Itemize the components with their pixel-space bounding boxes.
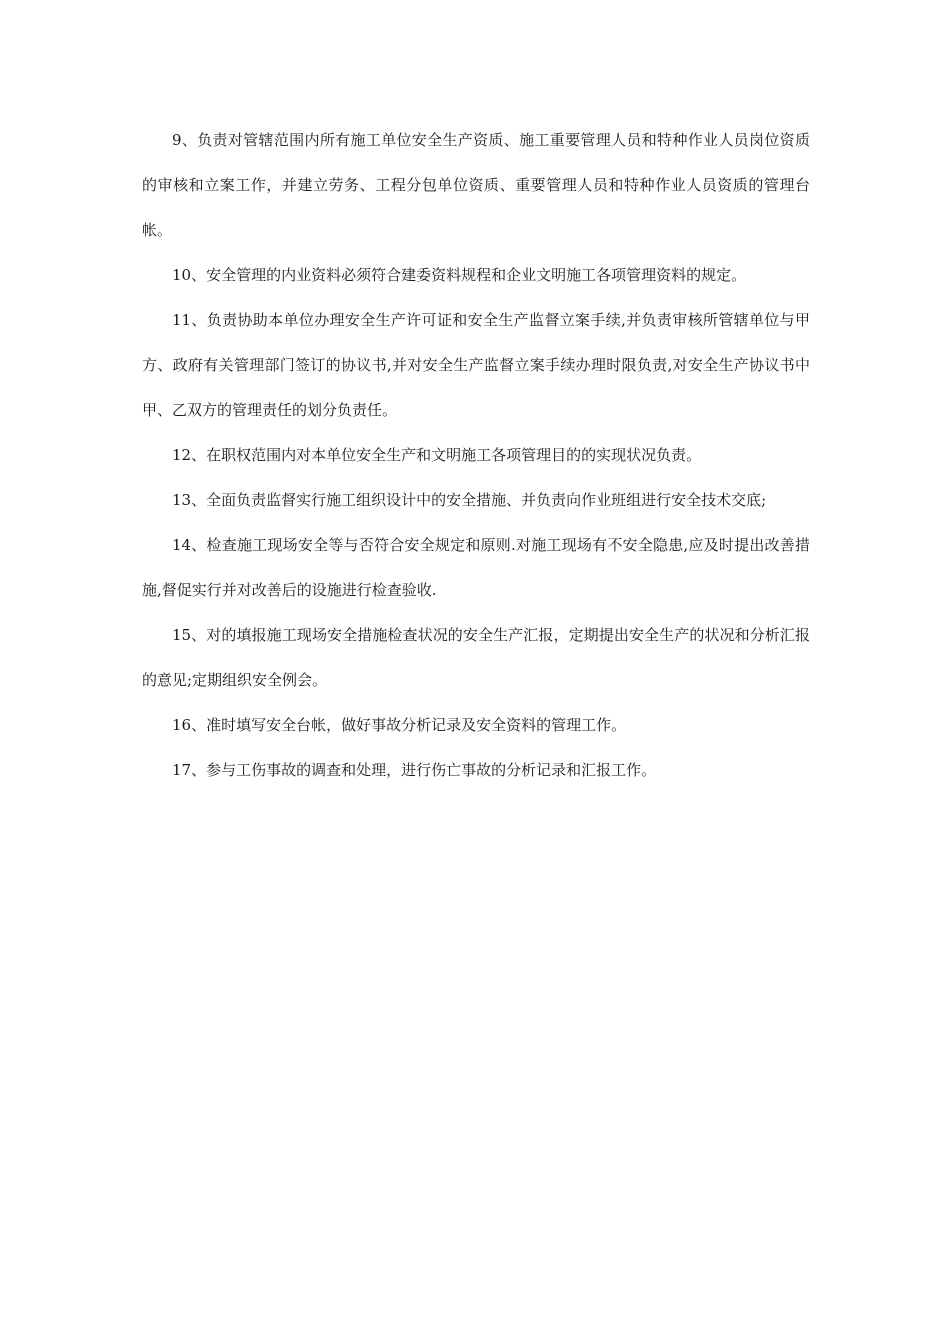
paragraph-11: 11、负责协助本单位办理安全生产许可证和安全生产监督立案手续,并负责审核所管辖单位与甲方、政府有关管理部门签订的协议书,并对安全生产监督立案手续办理时限负责,对安全生产协议书中甲、乙双方的管理责任的划分负责任。 (142, 311, 810, 419)
document-body (142, 118, 810, 793)
paragraph-10: 10、安全管理的内业资料必须符合建委资料规程和企业文明施工各项管理资料的规定。 (172, 266, 747, 284)
paragraph-16: 16、准时填写安全台帐，做好事故分析记录及安全资料的管理工作。 (172, 716, 627, 734)
paragraph-17: 17、参与工伤事故的调查和处理，进行伤亡事故的分析记录和汇报工作。 (172, 761, 657, 779)
paragraph-9: 9、负责对管辖范围内所有施工单位安全生产资质、施工重要管理人员和特种作业人员岗位资质的审核和立案工作，并建立劳务、工程分包单位资质、重要管理人员和特种作业人员资质的管理台帐。 (142, 131, 810, 239)
paragraph-13: 13、全面负责监督实行施工组织设计中的安全措施、并负责向作业班组进行安全技术交底; (172, 491, 767, 509)
paragraph-14: 14、检查施工现场安全等与否符合安全规定和原则.对施工现场有不安全隐患,应及时提出改善措施,督促实行并对改善后的设施进行检查验收. (142, 536, 810, 599)
paragraph-12: 12、在职权范围内对本单位安全生产和文明施工各项管理目的的实现状况负责。 (172, 446, 702, 464)
paragraph-15: 15、对的填报施工现场安全措施检查状况的安全生产汇报，定期提出安全生产的状况和分析汇报的意见;定期组织安全例会。 (142, 626, 810, 689)
